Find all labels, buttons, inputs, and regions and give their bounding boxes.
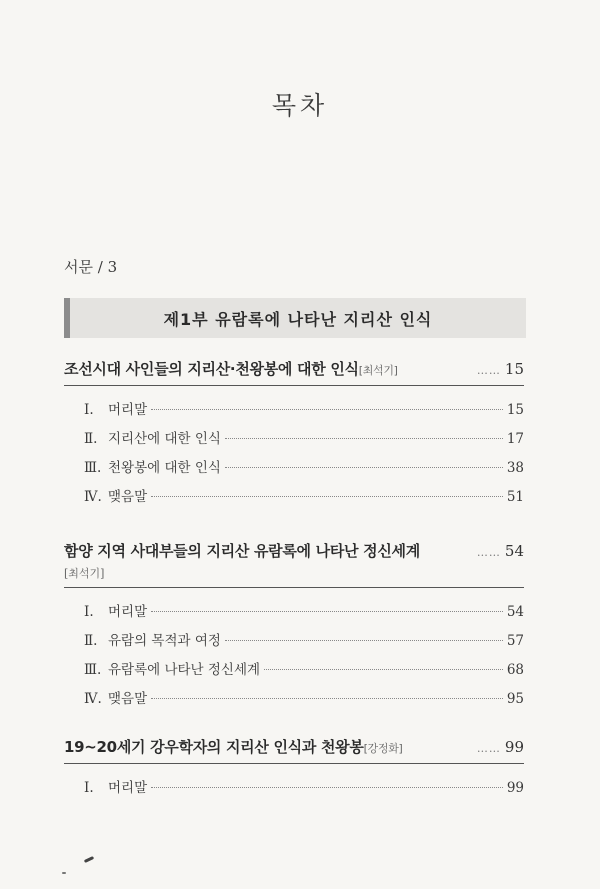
chapter-page <box>477 738 524 756</box>
dot-leader <box>151 610 503 612</box>
section-label: 머리말 <box>108 402 148 418</box>
dot-leader <box>225 639 503 641</box>
scan-smudge <box>84 856 94 863</box>
section-entry <box>84 774 524 803</box>
dot-leader <box>264 668 503 670</box>
chapter-page-number: 99 <box>504 738 524 756</box>
section-entry <box>84 454 524 483</box>
chapter-heading <box>64 736 524 764</box>
chapter-title <box>64 736 403 757</box>
section-number: Ⅲ. <box>84 460 102 476</box>
section-entry <box>84 598 524 627</box>
section-number: Ⅰ. <box>84 402 94 418</box>
chapter-page-number: 15 <box>504 360 524 378</box>
section-label: 머리말 <box>108 604 148 620</box>
section-label: 유람록에 나타난 정신세계 <box>108 662 261 678</box>
dot-leader <box>151 408 503 410</box>
dot-leader <box>151 495 503 497</box>
chapter-3 <box>64 736 524 803</box>
section-entry <box>84 425 524 454</box>
chapter-page <box>477 360 524 378</box>
preface-entry: 서문 / 3 <box>64 258 118 276</box>
leader-dots: …… <box>476 364 501 377</box>
chapter-title-text: 조선시대 사인들의 지리산·천왕봉에 대한 인식 <box>64 360 359 378</box>
chapter-2 <box>64 540 524 714</box>
section-number: Ⅳ. <box>84 691 102 707</box>
section-page: 51 <box>506 489 524 505</box>
section-number: Ⅱ. <box>84 633 98 649</box>
section-page: 38 <box>506 460 524 476</box>
section-entry <box>84 627 524 656</box>
section-page: 99 <box>506 780 524 796</box>
chapter-author-line <box>64 565 524 588</box>
section-label: 천왕봉에 대한 인식 <box>108 460 221 476</box>
leader-dots: …… <box>476 742 501 755</box>
section-entry <box>84 685 524 714</box>
section-page: 68 <box>506 662 524 678</box>
part-heading: 제1부 유람록에 나타난 지리산 인식 <box>64 298 526 338</box>
chapter-heading <box>64 358 524 386</box>
chapter-1 <box>64 358 524 512</box>
chapter-title-text: 함양 지역 사대부들의 지리산 유람록에 나타난 정신세계 <box>64 542 420 560</box>
section-number: Ⅲ. <box>84 662 102 678</box>
chapter-heading <box>64 540 524 561</box>
page-title: 목차 <box>271 91 329 120</box>
scan-smudge <box>62 872 66 874</box>
dot-leader <box>151 786 503 788</box>
section-label: 지리산에 대한 인식 <box>108 431 221 447</box>
section-entry <box>84 483 524 512</box>
section-label: 맺음말 <box>108 489 148 505</box>
chapter-page <box>477 542 524 560</box>
chapter-title-text: 19~20세기 강우학자의 지리산 인식과 천왕봉 <box>64 738 364 756</box>
section-number: Ⅳ. <box>84 489 102 505</box>
section-page: 17 <box>506 431 524 447</box>
chapter-author: [최석기] <box>358 364 398 377</box>
section-number: Ⅰ. <box>84 604 94 620</box>
section-entry <box>84 656 524 685</box>
section-number: Ⅰ. <box>84 780 94 796</box>
chapter-author: [강정화] <box>363 742 403 755</box>
dot-leader <box>225 466 503 468</box>
section-number: Ⅱ. <box>84 431 98 447</box>
section-page: 95 <box>506 691 524 707</box>
section-label: 유람의 목적과 여정 <box>108 633 221 649</box>
dot-leader <box>225 437 503 439</box>
dot-leader <box>151 697 503 699</box>
section-page: 54 <box>506 604 524 620</box>
section-label: 머리말 <box>108 780 148 796</box>
chapter-author: [최석기] <box>64 567 105 580</box>
section-label: 맺음말 <box>108 691 148 707</box>
section-entry <box>84 396 524 425</box>
section-page: 57 <box>506 633 524 649</box>
chapter-title <box>64 358 398 379</box>
chapter-page-number: 54 <box>504 542 524 560</box>
leader-dots: …… <box>476 546 501 559</box>
section-page: 15 <box>506 402 524 418</box>
